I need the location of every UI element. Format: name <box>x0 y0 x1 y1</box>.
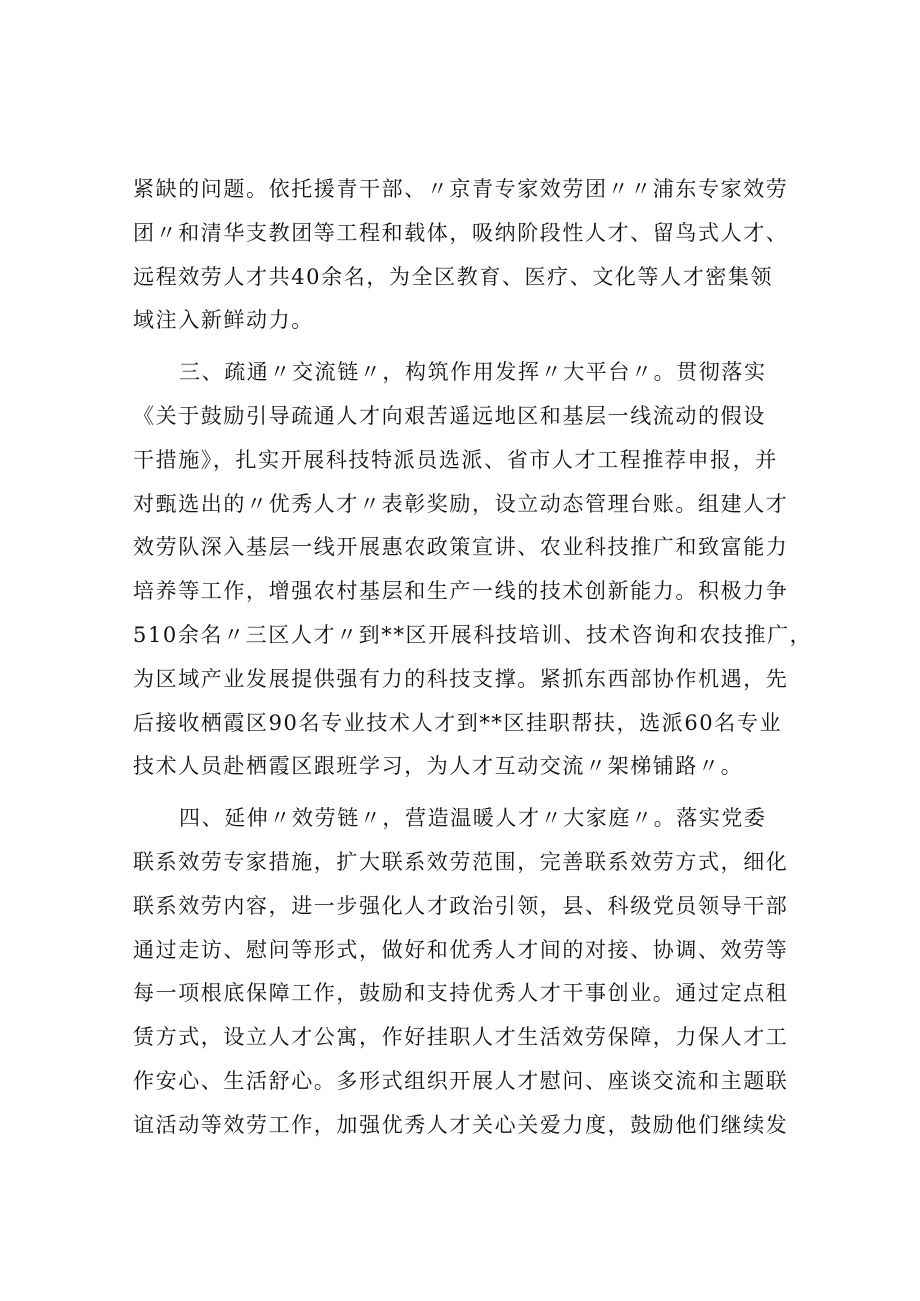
text-line: 三、疏通〃交流链〃，构筑作用发挥〃大平台〃。贯彻落实 <box>179 360 767 385</box>
paragraph-1 <box>133 168 797 343</box>
text-line: 团〃和清华支教团等工程和载体，吸纳阶段性人才、留鸟式人才、 <box>133 220 789 245</box>
paragraph-3 <box>133 797 797 1147</box>
text-line: 效劳队深入基层一线开展惠农政策宣讲、农业科技推广和致富能力 <box>133 535 789 560</box>
paragraph-gap <box>133 789 797 797</box>
text-line: 后接收栖霞区90名专业技术人才到**区挂职帮扶，选派60名专业 <box>133 710 783 735</box>
text-line: 谊活动等效劳工作，加强优秀人才关心关爱力度，鼓励他们继续发 <box>133 1112 789 1137</box>
text-line: 紧缺的问题。依托援青干部、〃京青专家效劳团〃〃浦东专家效劳 <box>133 177 789 201</box>
text-line: 技术人员赴栖霞区跟班学习，为人才互动交流〃架梯铺路〃。 <box>133 754 744 779</box>
paragraph-2 <box>133 351 813 789</box>
paragraph-gap <box>133 343 797 351</box>
text-line: 远程效劳人才共40余名，为全区教育、医疗、文化等人才密集领 <box>133 264 774 289</box>
text-line: 为区域产业发展提供强有力的科技支撑。紧抓东西部协作机遇，先 <box>133 666 789 691</box>
text-line: 对甄选出的〃优秀人才〃表彰奖励，设立动态管理台账。组建人才 <box>133 491 789 516</box>
text-line: 赁方式，设立人才公寓，作好挂职人才生活效劳保障，力保人才工 <box>133 1025 789 1050</box>
text-line: 每一项根底保障工作，鼓励和支持优秀人才干事创业。通过定点租 <box>133 981 789 1006</box>
text-line: 域注入新鲜动力。 <box>133 308 314 333</box>
text-line: 干措施》，扎实开展科技特派员选派、省市人才工程推荐申报，并 <box>133 447 778 472</box>
text-line: 四、延伸〃效劳链〃，营造温暖人才〃大家庭〃。落实党委 <box>179 806 767 831</box>
document-body <box>133 168 813 1148</box>
text-line: 联系效劳专家措施，扩大联系效劳范围，完善联系效劳方式，细化 <box>133 849 789 874</box>
text-line: 《关于鼓励引导疏通人才向艰苦遥远地区和基层一线流动的假设 <box>133 403 766 428</box>
text-line: 510余名〃三区人才〃到**区开展科技培训、技术咨询和农技推广， <box>133 622 813 647</box>
text-line: 通过走访、慰问等形式，做好和优秀人才间的对接、协调、效劳等 <box>133 937 789 962</box>
text-line: 作安心、生活舒心。多形式组织开展人才慰问、座谈交流和主题联 <box>133 1068 789 1093</box>
text-line: 联系效劳内容，进一步强化人才政治引领，县、科级党员领导干部 <box>133 893 789 918</box>
text-line: 培养等工作，增强农村基层和生产一线的技术创新能力。积极力争 <box>133 579 789 604</box>
